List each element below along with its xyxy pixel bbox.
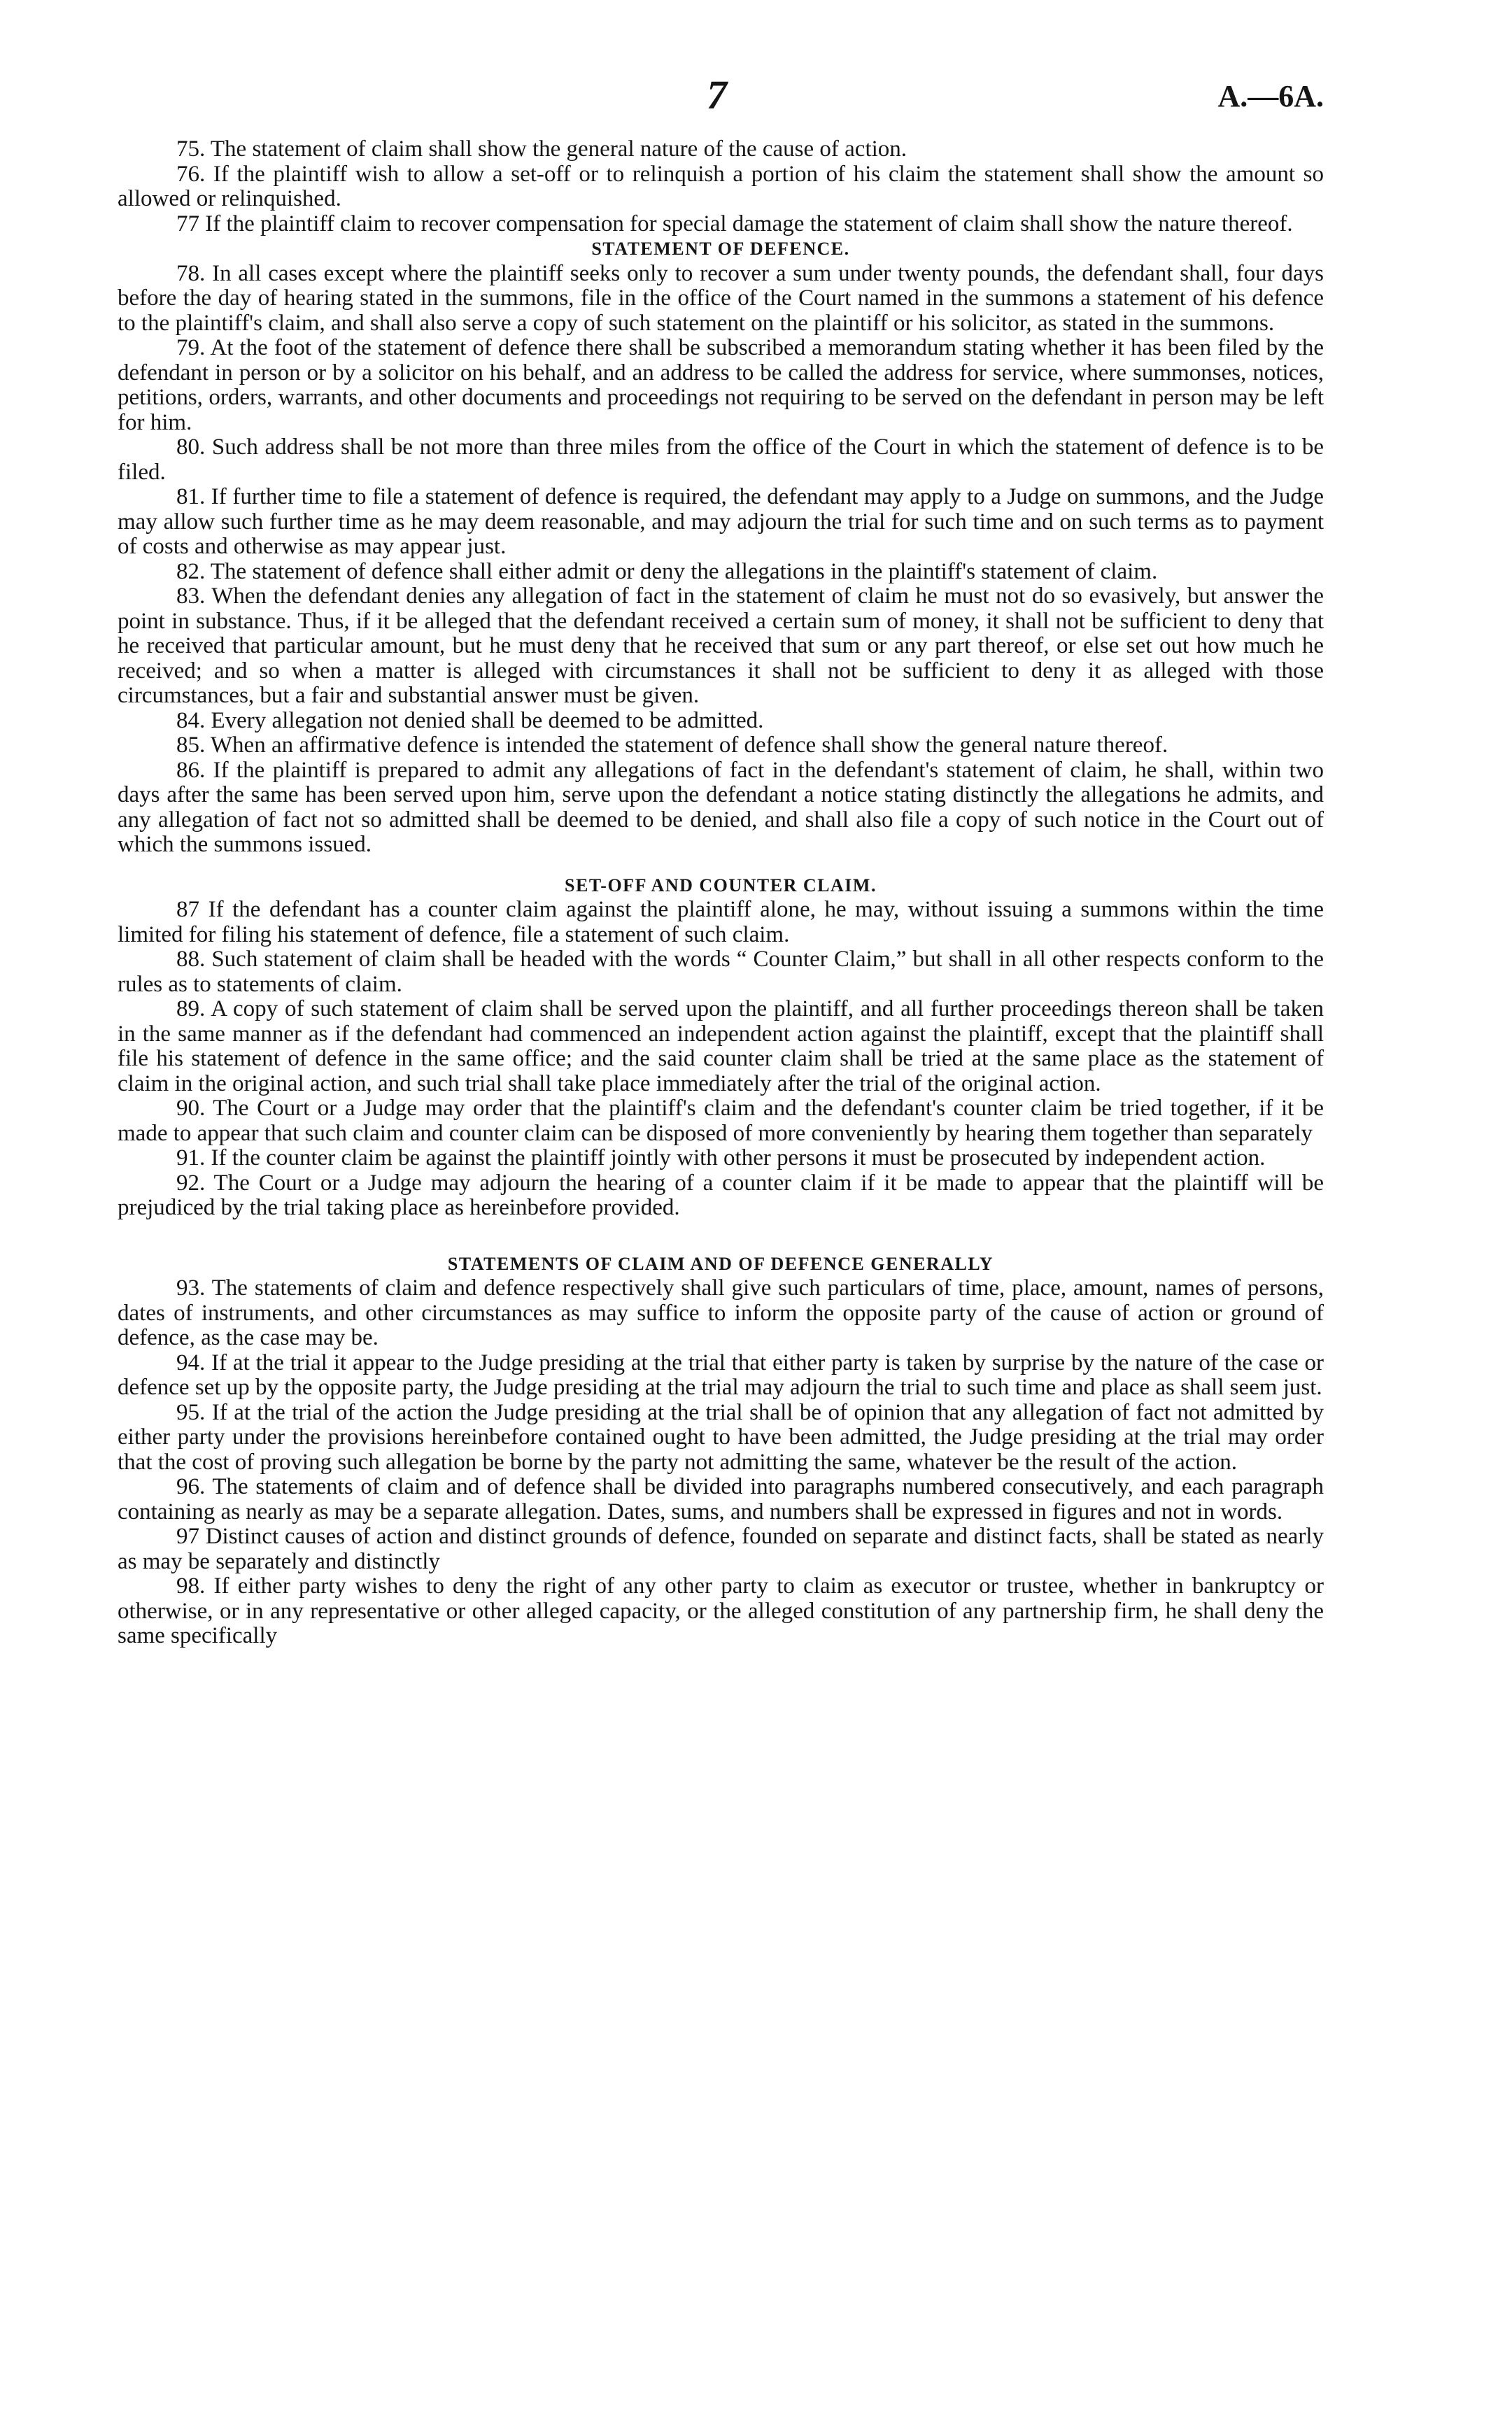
paragraph-80: 80. Such address shall be not more than three miles from the office of the Court in which the statement of defence is to be filed. xyxy=(118,434,1324,485)
paragraph-84: 84. Every allegation not denied shall be deemed to be admitted. xyxy=(176,707,764,733)
paragraph-91: 91. If the counter claim be against the plaintiff jointly with other persons it must be prosecuted by independent action. xyxy=(176,1145,1266,1170)
paragraph-81: 81. If further time to file a statement of defence is required, the defendant may apply to a Judge on summons, and the Judge may allow such further time as he may deem reasonable, and may adjourn the trial for such time and on such terms as to payment of costs and otherwise as may appear just. xyxy=(118,484,1324,559)
paragraph-82: 82. The statement of defence shall either admit or deny the allegations in the plaintiff's statement of claim. xyxy=(176,558,1158,584)
paragraph-87: 87 If the defendant has a counter claim against the plaintiff alone, he may, without issuing a summons within the time limited for filing his statement of defence, file a statement of such claim. xyxy=(118,897,1324,947)
paragraph-85: 85. When an affirmative defence is intended the statement of defence shall show the general nature thereof. xyxy=(176,733,1168,758)
section-heading-statements-generally: STATEMENTS OF CLAIM AND OF DEFENCE GENERALLY xyxy=(447,1253,994,1274)
paragraph-93: 93. The statements of claim and defence respectively shall give such particulars of time, place, amount, names of persons, dates of instruments, and other circumstances as may suffice to inform the opposite party of the cause of action or ground of defence, as the case may be. xyxy=(118,1275,1324,1350)
paragraph-96: 96. The statements of claim and of defence shall be divided into paragraphs numbered consecutively, and each paragraph containing as nearly as may be a separate allegation. Dates, sums, and numbers shall be expressed in figures and not in words. xyxy=(118,1474,1324,1524)
document-page xyxy=(118,70,1324,1649)
paragraph-78: 78. In all cases except where the plaintiff seeks only to recover a sum under twenty pounds, the defendant shall, four days before the day of hearing stated in the summons, file in the office of the Court named in the summons a statement of his defence to the plaintiff's claim, and shall also serve a copy of such statement on the plaintiff or his solicitor, as stated in the summons. xyxy=(118,260,1324,336)
page-number: 7 xyxy=(707,72,727,118)
document-code: A.—6A. xyxy=(1217,79,1324,113)
paragraph-77: 77 If the plaintiff claim to recover compensation for special damage the statement of claim shall show the nature thereof. xyxy=(176,211,1293,236)
paragraph-76: 76. If the plaintiff wish to allow a set-off or to relinquish a portion of his claim the statement shall show the amount so allowed or relinquished. xyxy=(118,161,1324,211)
paragraph-97: 97 Distinct causes of action and distinct grounds of defence, founded on separate and distinct facts, shall be stated as nearly as may be separately and distinctly xyxy=(118,1524,1324,1574)
paragraph-89: 89. A copy of such statement of claim shall be served upon the plaintiff, and all further proceedings thereon shall be taken in the same manner as if the defendant had commenced an independent action against the plaintiff, except that the plaintiff shall file his statement of defence in the same office; and the said counter claim shall be tried at the same place as the statement of claim in the original action, and such trial shall take place immediately after the trial of the original action. xyxy=(118,996,1324,1096)
paragraph-95: 95. If at the trial of the action the Judge presiding at the trial shall be of opinion that any allegation of fact not admitted by either party under the provisions hereinbefore contained ought to have been admitted, the Judge presiding at the trial may order that the cost of proving such allegation be borne by the party not admitting the same, whatever be the result of the action. xyxy=(118,1399,1324,1475)
paragraph-98: 98. If either party wishes to deny the right of any other party to claim as executor or trustee, whether in bankruptcy or otherwise, or in any representative or other alleged capacity, or the alleged constitution of any partnership firm, he shall deny the same specifically xyxy=(118,1573,1324,1648)
paragraph-88: 88. Such statement of claim shall be headed with the words “ Counter Claim,” but shall in all other respects conform to the rules as to statements of claim. xyxy=(118,947,1324,997)
paragraph-92: 92. The Court or a Judge may adjourn the hearing of a counter claim if it be made to appear that the plaintiff will be prejudiced by the trial taking place as hereinbefore provided. xyxy=(118,1170,1324,1220)
paragraph-90: 90. The Court or a Judge may order that the plaintiff's claim and the defendant's counter claim be tried together, if it be made to appear that such claim and counter claim can be disposed of more conveniently by hearing them together than separately xyxy=(118,1096,1324,1146)
paragraph-79: 79. At the foot of the statement of defence there shall be subscribed a memorandum stating whether it has been filed by the defendant in person or by a solicitor on his behalf, and an address to be called the address for service, where summonses, notices, petitions, orders, warrants, and other documents and proceedings not requiring to be served on the defendant in person may be left for him. xyxy=(118,335,1324,435)
paragraph-86: 86. If the plaintiff is prepared to admit any allegations of fact in the defendant's statement of claim, he shall, within two days after the same has been served upon him, serve upon the defendant a notice stating distinctly the allegations he admits, and any allegation of fact not so admitted shall be deemed to be denied, and shall also file a copy of such notice in the Court out of which the summons issued. xyxy=(118,757,1324,857)
section-heading-set-off-and-counter-claim: SET-OFF AND COUNTER CLAIM. xyxy=(565,875,877,896)
page-header xyxy=(118,70,1324,137)
section-heading-statement-of-defence: STATEMENT OF DEFENCE. xyxy=(591,239,850,259)
document-body xyxy=(118,137,1324,1649)
paragraph-94: 94. If at the trial it appear to the Judge presiding at the trial that either party is taken by surprise by the nature of the case or defence set up by the opposite party, the Judge presiding at the trial may adjourn the trial to such time and place as shall seem just. xyxy=(118,1350,1324,1400)
paragraph-75: 75. The statement of claim shall show the general nature of the cause of action. xyxy=(176,136,907,162)
paragraph-83: 83. When the defendant denies any allegation of fact in the statement of claim he must not do so evasively, but answer the point in substance. Thus, if it be alleged that the defendant received a certain sum of money, it shall not be sufficient to deny that he received that particular amount, but he must deny that he received that sum or any part thereof, or else set out how much he received; and so when a matter is alleged with circumstances it shall not be sufficient to deny it as alleged with those circumstances, but a fair and substantial answer must be given. xyxy=(118,583,1324,708)
